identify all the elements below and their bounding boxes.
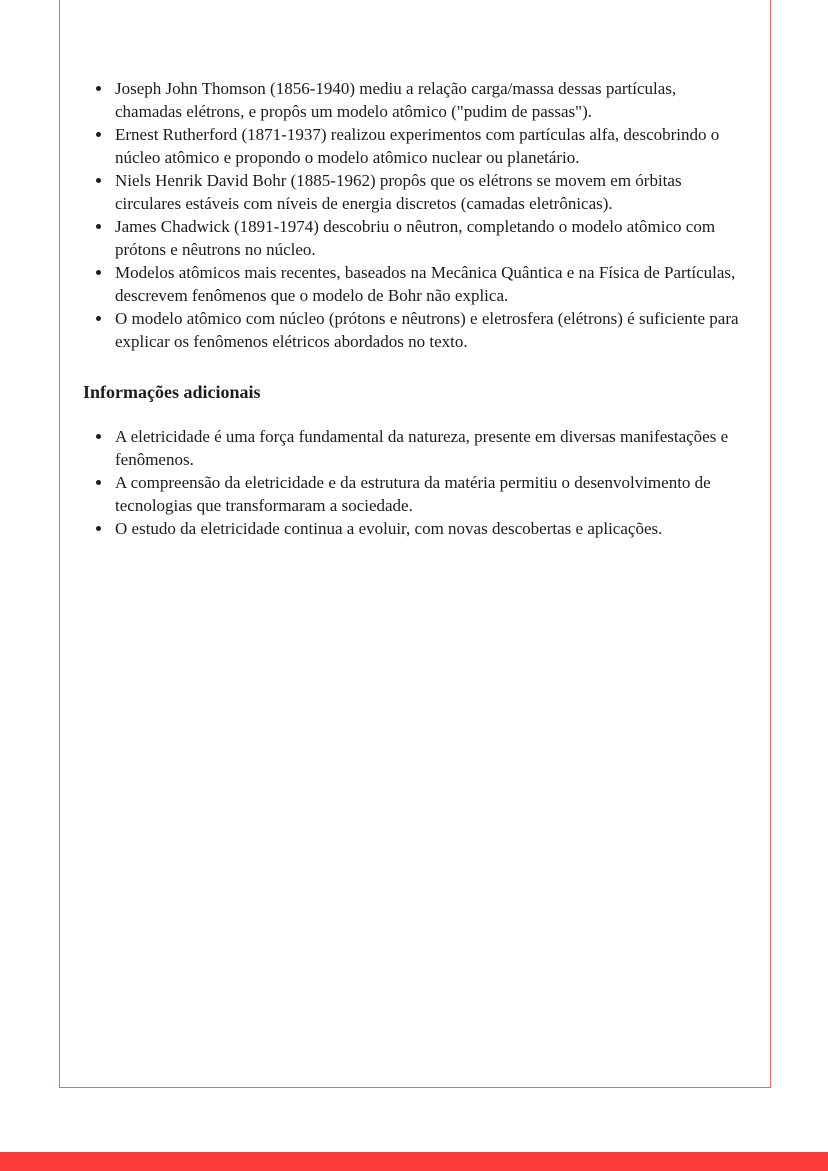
list-item: • A eletricidade é uma força fundamental da natureza, presente em diversas manifestações e fenômenos. xyxy=(113,425,744,471)
list-item: • Modelos atômicos mais recentes, baseados na Mecânica Quântica e na Física de Partículas, descrevem fenômenos que o modelo de Bohr não explica. xyxy=(113,261,744,307)
additional-info-bullet-list xyxy=(60,425,770,540)
list-item: • Niels Henrik David Bohr (1885-1962) propôs que os elétrons se movem em órbitas circulares estáveis com níveis de energia discretos (camadas eletrônicas). xyxy=(113,169,744,215)
list-item: • Joseph John Thomson (1856-1940) mediu a relação carga/massa dessas partículas, chamadas elétrons, e propôs um modelo atômico ("pudim de passas"). xyxy=(113,77,744,123)
page-border-frame xyxy=(59,0,771,1088)
list-item: • Ernest Rutherford (1871-1937) realizou experimentos com partículas alfa, descobrindo o núcleo atômico e propondo o modelo atômico nuclear ou planetário. xyxy=(113,123,744,169)
bottom-red-bar xyxy=(0,1152,828,1171)
list-item: • O modelo atômico com núcleo (prótons e nêutrons) e eletrosfera (elétrons) é suficiente para explicar os fenômenos elétricos abordados no texto. xyxy=(113,307,744,353)
page-content xyxy=(60,0,770,540)
list-item: • A compreensão da eletricidade e da estrutura da matéria permitiu o desenvolvimento de tecnologias que transformaram a sociedade. xyxy=(113,471,744,517)
additional-info-heading: Informações adicionais xyxy=(83,382,261,402)
list-item: • James Chadwick (1891-1974) descobriu o nêutron, completando o modelo atômico com prótons e nêutrons no núcleo. xyxy=(113,215,744,261)
atomic-models-bullet-list xyxy=(60,77,770,353)
list-item: • O estudo da eletricidade continua a evoluir, com novas descobertas e aplicações. xyxy=(113,517,744,540)
